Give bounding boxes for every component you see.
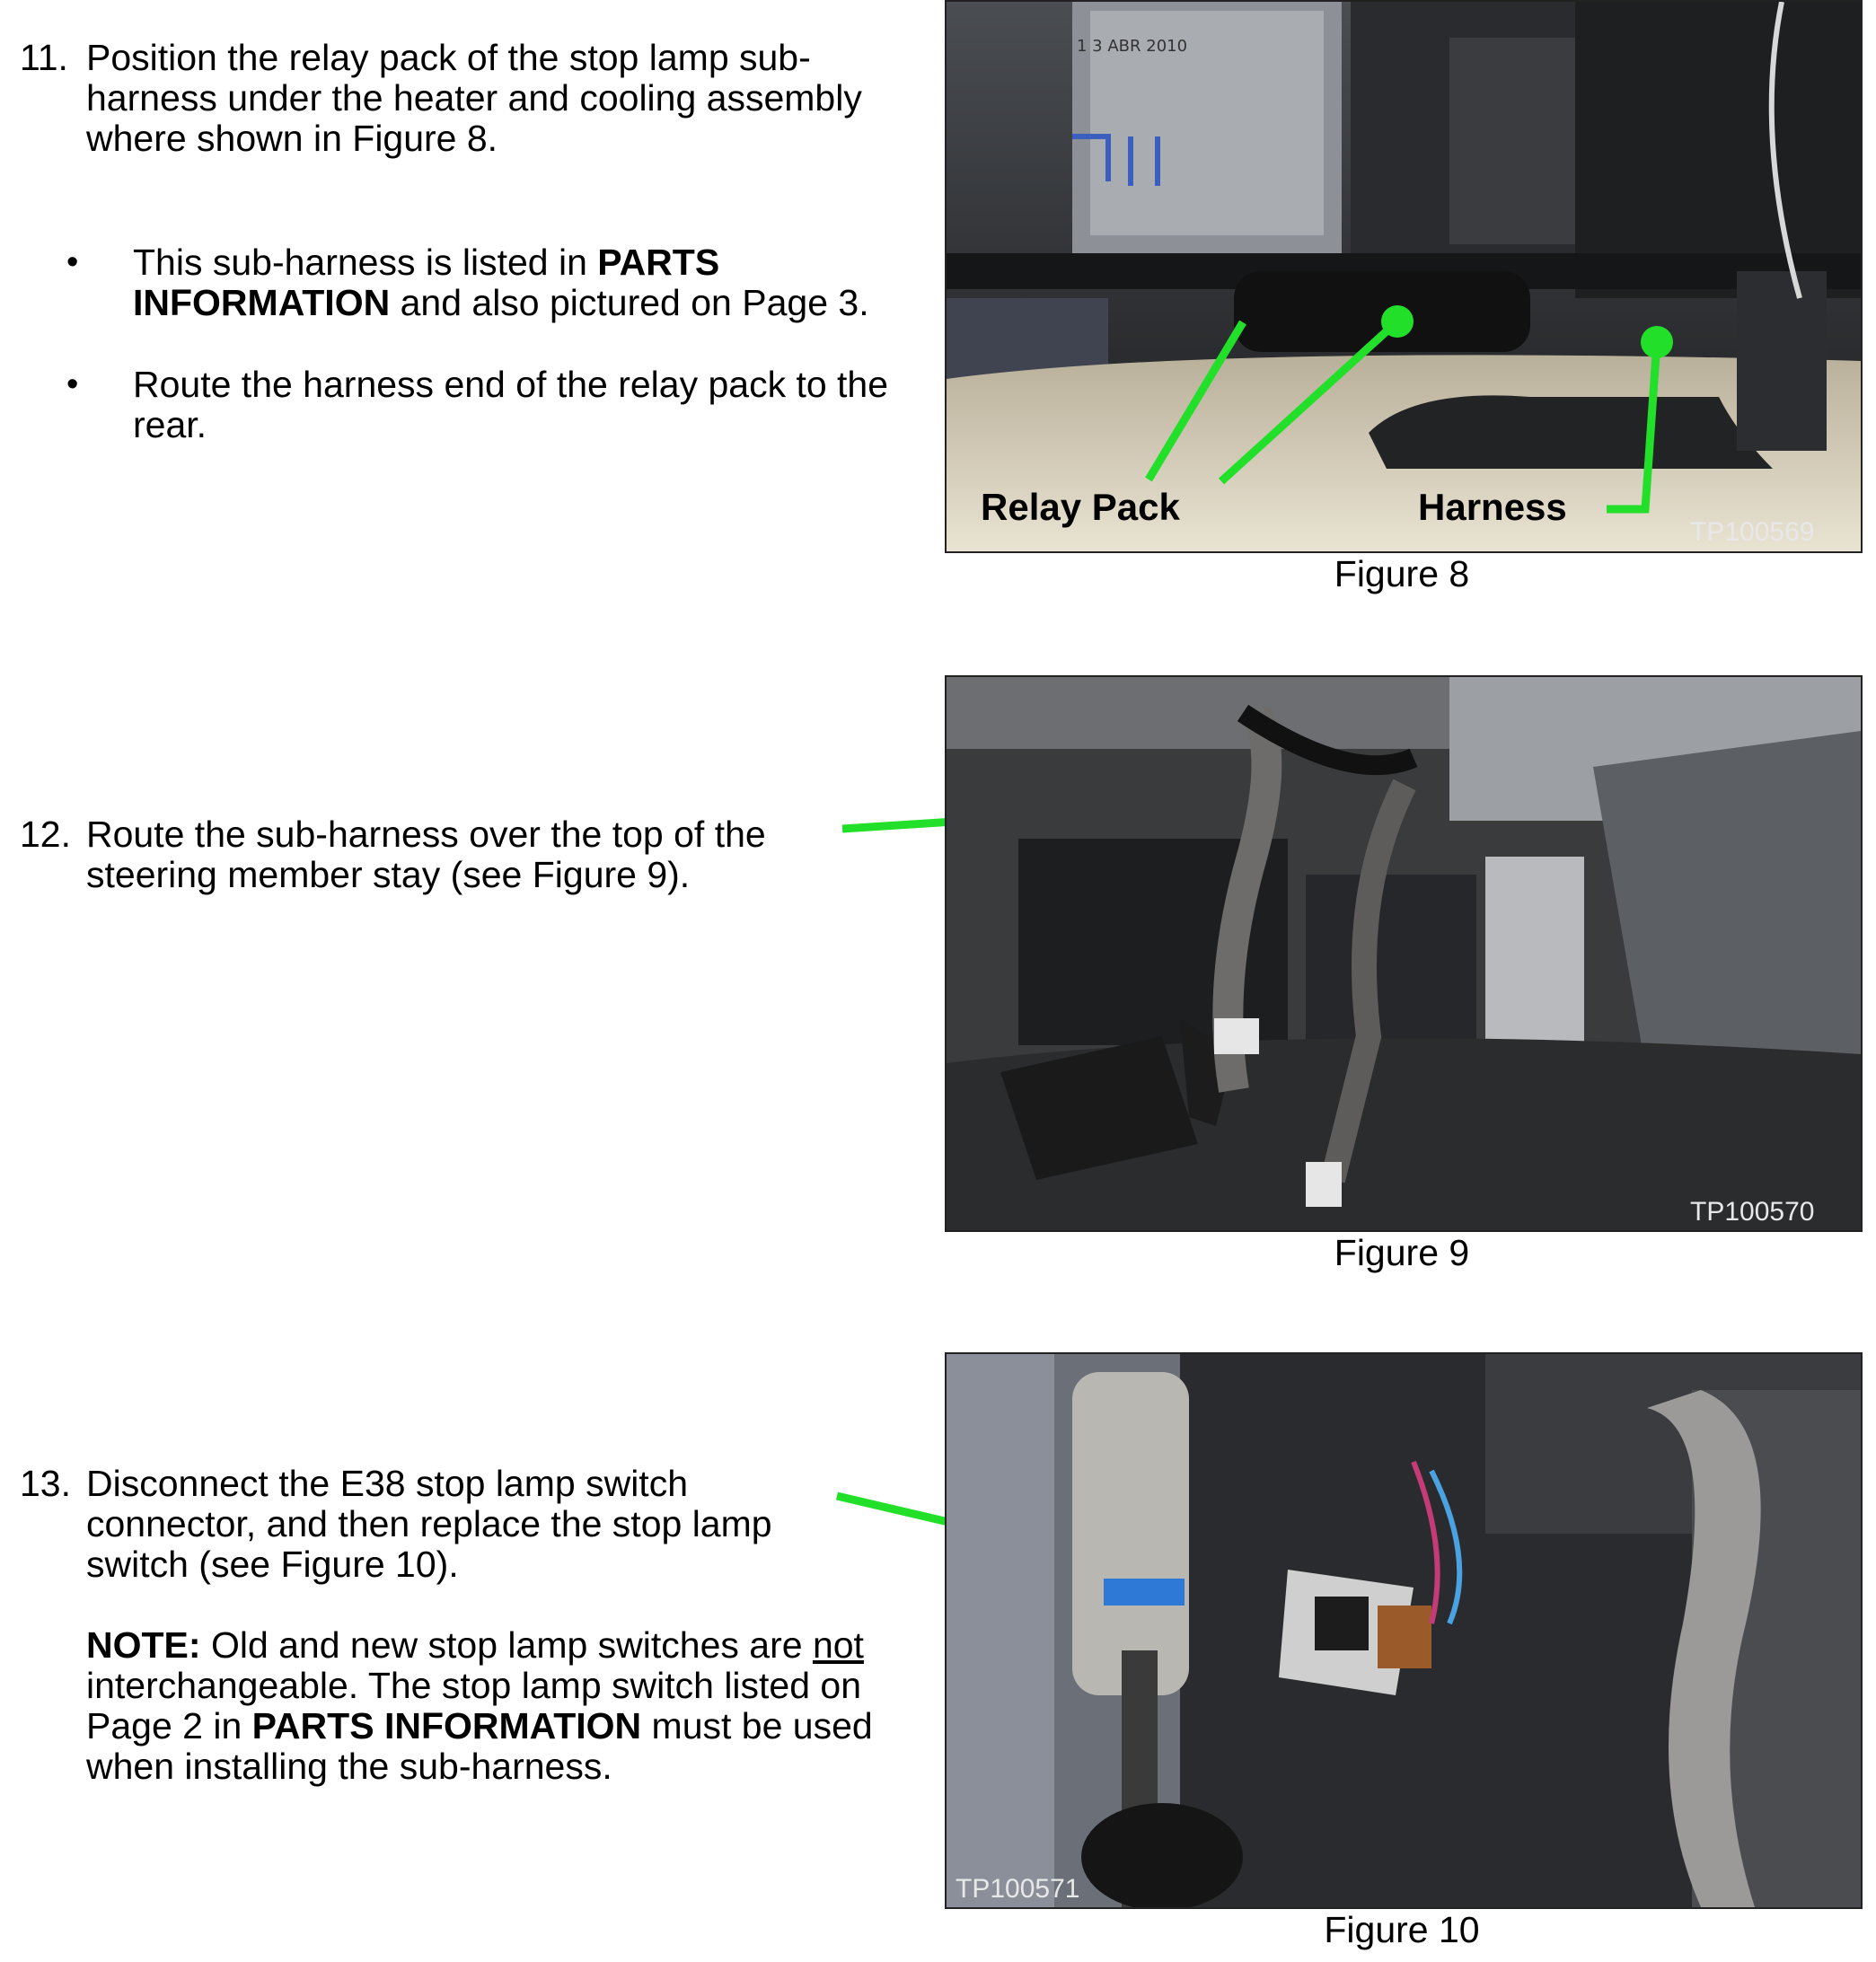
step-11-text: Position the relay pack of the stop lamp sub-harness under the heater and cooling assembly where shown in Figure 8. bbox=[86, 37, 862, 159]
figure-10-caption: Figure 10 bbox=[1324, 1909, 1480, 1950]
step-number: 13. bbox=[20, 1463, 71, 1504]
step-13-text: Disconnect the E38 stop lamp switch connector, and then replace the stop lamp switch (see Figure 10). bbox=[86, 1463, 772, 1585]
bullet-dot: • bbox=[66, 365, 79, 403]
step-number: 12. bbox=[20, 814, 71, 855]
figure-10-photo bbox=[945, 1352, 1863, 1909]
bullet-dot: • bbox=[66, 243, 79, 281]
figure-8-caption: Figure 8 bbox=[1334, 553, 1470, 594]
figure-code: TP100570 bbox=[1690, 1197, 1815, 1227]
figure-code: TP100569 bbox=[1690, 517, 1815, 547]
label-harness: Harness bbox=[1418, 486, 1567, 528]
step-number: 11. bbox=[20, 37, 68, 78]
bullet-item: • This sub-harness is listed in PARTS INFORMATION and also pictured on Page 3. bbox=[66, 242, 869, 323]
figure-code: TP100571 bbox=[956, 1874, 1080, 1904]
label-relay-pack: Relay Pack bbox=[981, 486, 1180, 528]
step-12-text: Route the sub-harness over the top of the steering member stay (see Figure 9). bbox=[86, 814, 766, 895]
step-13-note: NOTE: Old and new stop lamp switches are not interchangeable. The stop lamp switch listed on Page 2 in PARTS INFORMATION must be used when installing the sub-harness. bbox=[86, 1624, 873, 1787]
svg-text:1 3 ABR 2010: 1 3 ABR 2010 bbox=[1077, 37, 1188, 56]
figure-9-caption: Figure 9 bbox=[1334, 1232, 1470, 1273]
bullet-item: • Route the harness end of the relay pack to the rear. bbox=[66, 364, 889, 445]
